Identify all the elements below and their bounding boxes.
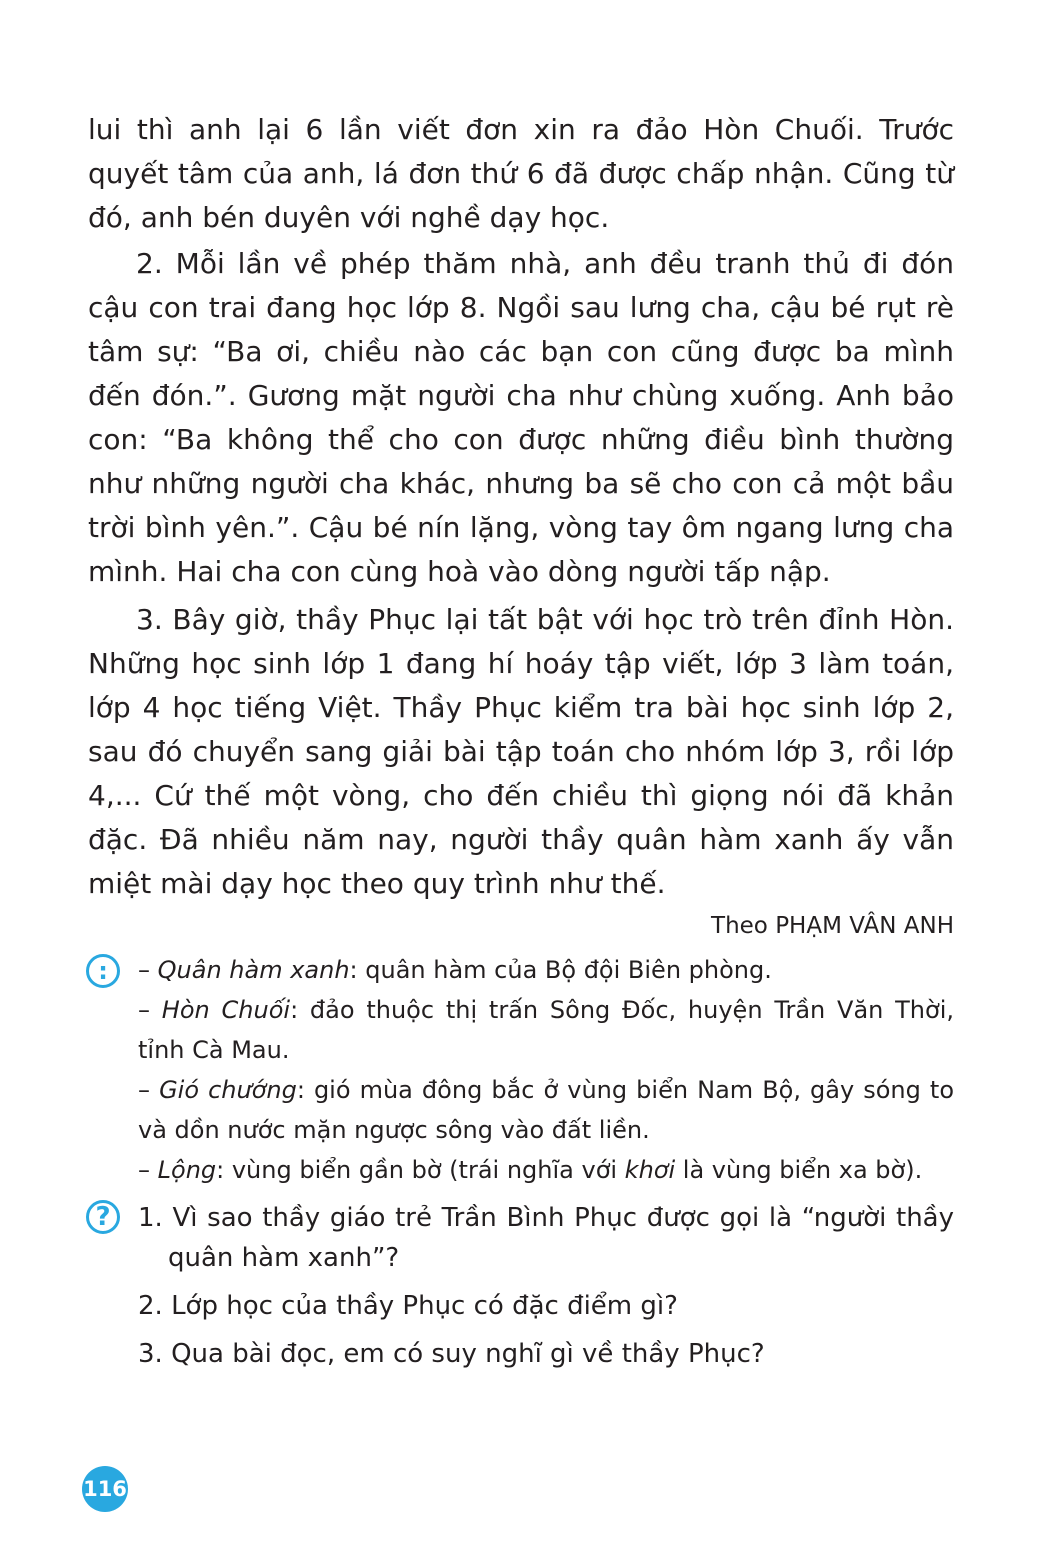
glossary-term: Hòn Chuối: [161, 996, 291, 1024]
glossary-term: Quân hàm xanh: [157, 956, 350, 984]
question-item: 1. Vì sao thầy giáo trẻ Trần Bình Phục được gọi là “người thầy quân hàm xanh”?: [138, 1203, 954, 1273]
glossary-item: – Quân hàm xanh: quân hàm của Bộ đội Biên phòng.: [138, 956, 772, 984]
glossary-item: – Gió chướng: gió mùa đông bắc ở vùng biển Nam Bộ, gây sóng to và dồn nước mặn ngược sông vào đất liền.: [138, 1076, 954, 1144]
glossary-notes: [138, 950, 954, 1190]
glossary-term: Lộng: [157, 1156, 217, 1184]
question-item: 3. Qua bài đọc, em có suy nghĩ gì về thầy Phục?: [138, 1339, 765, 1369]
question-item: 2. Lớp học của thầy Phục có đặc điểm gì?: [138, 1291, 678, 1321]
glossary-term: khơi: [624, 1156, 676, 1184]
glossary-item: – Lộng: vùng biển gần bờ (trái nghĩa với khơi là vùng biển xa bờ).: [138, 1156, 923, 1184]
question-mark-icon: ?: [86, 1200, 120, 1234]
story-paragraph-3: 3. Bây giờ, thầy Phục lại tất bật với học trò trên đỉnh Hòn. Những học sinh lớp 1 đang hí hoáy tập viết, lớp 3 làm toán, lớp 4 học tiếng Việt. Thầy Phục kiểm tra bài học sinh lớp 2, sau đó chuyển sang giải bài tập toán cho nhóm lớp 3, rồi lớp 4,... Cứ thế một vòng, cho đến chiều thì giọng nói đã khản đặc. Đã nhiều năm nay, người thầy quân hàm xanh ấy vẫn miệt mài dạy học theo quy trình như thế.: [88, 603, 954, 900]
source-attribution: Theo PHẠM VÂN ANH: [711, 913, 954, 939]
colon-icon: :: [86, 954, 120, 988]
question-list: [138, 1198, 954, 1382]
story-paragraph-1: lui thì anh lại 6 lần viết đơn xin ra đảo Hòn Chuối. Trước quyết tâm của anh, lá đơn thứ 6 đã được chấp nhận. Cũng từ đó, anh bén duyên với nghề dạy học.: [88, 113, 954, 234]
glossary-item: – Hòn Chuối: đảo thuộc thị trấn Sông Đốc, huyện Trần Văn Thời, tỉnh Cà Mau.: [138, 996, 954, 1064]
glossary-term: Gió chướng: [159, 1076, 297, 1104]
page-number: 116: [82, 1466, 128, 1512]
story-paragraph-2: 2. Mỗi lần về phép thăm nhà, anh đều tranh thủ đi đón cậu con trai đang học lớp 8. Ngồi sau lưng cha, cậu bé rụt rè tâm sự: “Ba ơi, chiều nào các bạn con cũng được ba mình đến đón.”. Gương mặt người cha như chùng xuống. Anh bảo con: “Ba không thể cho con được những điều bình thường như những người cha khác, nhưng ba sẽ cho con cả một bầu trời bình yên.”. Cậu bé nín lặng, vòng tay ôm ngang lưng cha mình. Hai cha con cùng hoà vào dòng người tấp nập.: [88, 247, 954, 588]
